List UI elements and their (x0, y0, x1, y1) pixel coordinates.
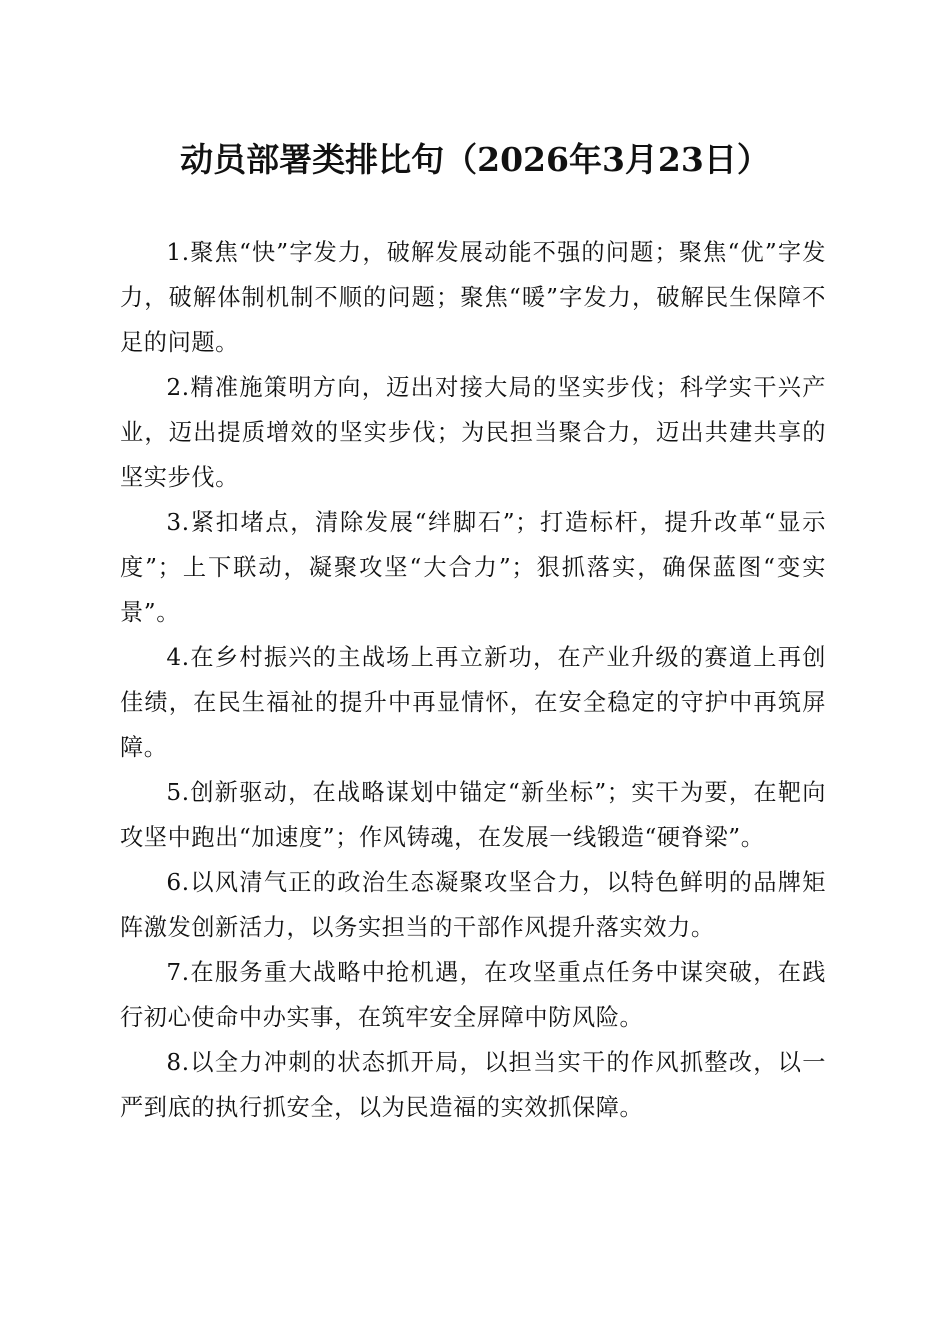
paragraph-1: 1.聚焦“快”字发力，破解发展动能不强的问题；聚焦“优”字发力，破解体制机制不顺的问题；聚焦“暖”字发力，破解民生保障不足的问题。 (120, 239, 826, 356)
paragraph-2: 2.精准施策明方向，迈出对接大局的坚实步伐；科学实干兴产业，迈出提质增效的坚实步伐；为民担当聚合力，迈出共建共享的坚实步伐。 (120, 374, 826, 491)
paragraph-3: 3.紧扣堵点，清除发展“绊脚石”；打造标杆，提升改革“显示度”；上下联动，凝聚攻坚“大合力”；狠抓落实，确保蓝图“变实景”。 (120, 509, 826, 626)
paragraph-5: 5.创新驱动，在战略谋划中锚定“新坐标”；实干为要，在靶向攻坚中跑出“加速度”；作风铸魂，在发展一线锻造“硬脊梁”。 (120, 779, 826, 851)
paragraph-6: 6.以风清气正的政治生态凝聚攻坚合力，以特色鲜明的品牌矩阵激发创新活力，以务实担当的干部作风提升落实效力。 (120, 869, 826, 941)
document-title: 动员部署类排比句（2026年3月23日） (180, 140, 770, 179)
paragraph-4: 4.在乡村振兴的主战场上再立新功，在产业升级的赛道上再创佳绩，在民生福祉的提升中再显情怀，在安全稳定的守护中再筑屏障。 (120, 644, 826, 761)
document-body (120, 230, 826, 1130)
paragraph-8: 8.以全力冲刺的状态抓开局，以担当实干的作风抓整改，以一严到底的执行抓安全，以为民造福的实效抓保障。 (120, 1049, 826, 1121)
paragraph-7: 7.在服务重大战略中抢机遇，在攻坚重点任务中谋突破，在践行初心使命中办实事，在筑牢安全屏障中防风险。 (120, 959, 826, 1031)
